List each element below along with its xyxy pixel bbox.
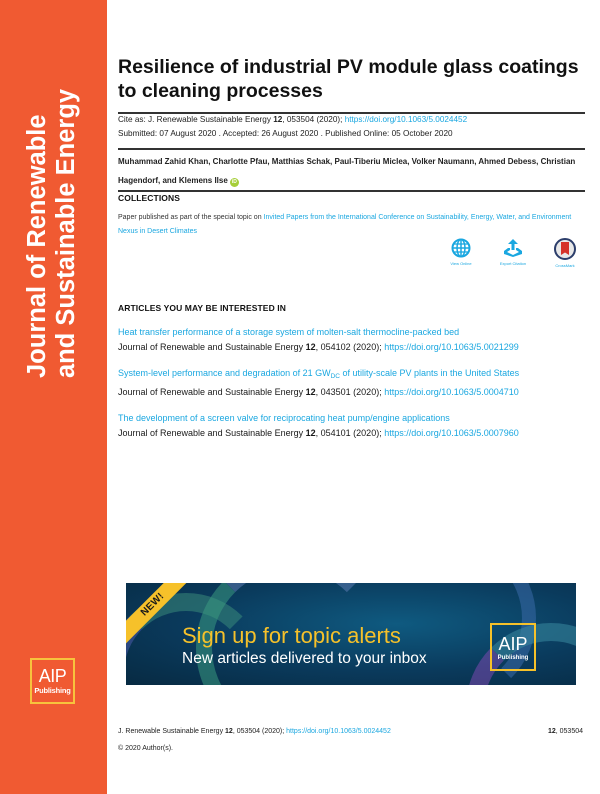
export-citation-label: Export Citation [499, 261, 527, 266]
collections-heading: COLLECTIONS [118, 193, 181, 203]
footer-doi-link[interactable]: https://doi.org/10.1063/5.0024452 [286, 728, 391, 735]
banner-subline: New articles delivered to your inbox [182, 650, 427, 667]
author-list: Muhammad Zahid Khan, Charlotte Pfau, Matthias Schak, Paul-Tiberiu Miclea, Volker Naumann, Ahmed Debess, Christian Hagendorf, and Klemens Ilse iD [118, 157, 576, 185]
view-online-button[interactable] [438, 238, 484, 268]
related-article: Heat transfer performance of a storage system of molten-salt thermocline-packed bed Journal of Renewable and Sustainable Energy 12, 054102 (2020); https://doi.org/10.1063/5.0021299 [118, 327, 519, 352]
cite-as-line: Cite as: J. Renewable Sustainable Energy 12, 053504 (2020); https://doi.org/10.1063/5.0024452 [118, 115, 468, 124]
publication-dates: Submitted: 07 August 2020 . Accepted: 26 August 2020 . Published Online: 05 October 2020 [118, 129, 453, 138]
related-article-doi[interactable]: https://doi.org/10.1063/5.0004710 [384, 386, 519, 397]
divider [118, 148, 585, 150]
journal-name-line1: Journal of Renewable [23, 114, 51, 378]
crossmark-button[interactable] [542, 238, 588, 270]
export-icon [503, 238, 523, 258]
new-ribbon: NEW! [126, 583, 198, 650]
copyright: © 2020 Author(s). [118, 745, 173, 752]
related-article-title[interactable]: Heat transfer performance of a storage system of molten-salt thermocline-packed bed [118, 327, 460, 337]
banner-headline: Sign up for topic alerts [182, 623, 401, 648]
article-actions [438, 238, 588, 278]
journal-name-line2: and Sustainable Energy [52, 88, 80, 378]
doi-link[interactable]: https://doi.org/10.1063/5.0024452 [344, 115, 468, 124]
citation-block [118, 113, 586, 141]
view-online-label: View Online [450, 261, 472, 266]
special-topic-link[interactable]: Invited Papers from the International Conference on Sustainability, Energy, Water, and Environment Nexus in Desert Climates [118, 214, 572, 235]
related-article-doi[interactable]: https://doi.org/10.1063/5.0007960 [384, 427, 519, 438]
aip-publishing-logo[interactable] [30, 658, 75, 704]
collections-text: Paper published as part of the special topic on Invited Papers from the International Conference on Sustainability, Energy, Water, and Environment Nexus in Desert Climates [118, 214, 572, 235]
banner-aip-logo: AIP Publishing [490, 623, 536, 671]
journal-name [0, 0, 107, 400]
orcid-icon[interactable]: iD [231, 179, 237, 185]
crossmark-icon [554, 238, 576, 260]
topic-alerts-banner[interactable] [126, 583, 576, 685]
related-articles-heading: ARTICLES YOU MAY BE INTERESTED IN [118, 303, 286, 313]
divider [118, 190, 585, 192]
logo-aip-text: AIP [38, 666, 67, 686]
journal-sidebar [0, 0, 107, 794]
related-article-title[interactable]: The development of a screen valve for reciprocating heat pump/engine applications [118, 413, 450, 423]
page-footer: J. Renewable Sustainable Energy 12, 053504 (2020); https://doi.org/10.1063/5.0024452 12, 053504 [118, 728, 583, 735]
logo-publishing-text: Publishing [34, 686, 71, 695]
related-article-title[interactable]: System-level performance and degradation of 21 $GW_{DC}$ of utility-scale PV plants in the United States [118, 368, 520, 380]
related-article: The development of a screen valve for reciprocating heat pump/engine applications Journal of Renewable and Sustainable Energy 12, 054101 (2020); https://doi.org/10.1063/5.0007960 [118, 413, 519, 438]
related-articles-list [118, 325, 586, 452]
related-article-doi[interactable]: https://doi.org/10.1063/5.0021299 [384, 341, 519, 352]
crossmark-label: CrossMark [555, 263, 575, 268]
export-citation-button[interactable] [490, 238, 536, 268]
page-reference: 12, 053504 [547, 728, 583, 735]
article-title: Resilience of industrial PV module glass coatings to cleaning processes [118, 56, 579, 102]
related-article: System-level performance and degradation of 21 $GW_{DC}$ of utility-scale PV plants in the United States Journal of Renewable and Sustainable Energy 12, 043501 (2020); https://doi.org/10.1063/5.0004710 [118, 368, 520, 397]
globe-icon [451, 238, 471, 258]
